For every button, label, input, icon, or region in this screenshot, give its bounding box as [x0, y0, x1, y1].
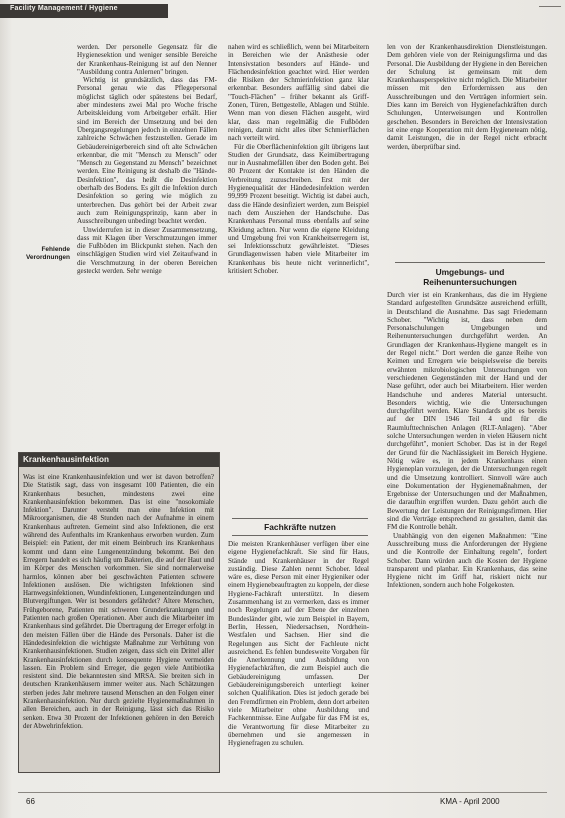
paragraph: Unwiderrufen ist in dieser Zusammensetzung, dass mit Klagen über Verschmutzungen immer die Fußböden im Blickpunkt stehen. Nach den einschlägigen Studien wird viel Zeitaufwand in die Verschmutzung in der oberen Bereichen gesteckt werden. Sehr wenige: [77, 225, 217, 276]
info-box-text: [23, 473, 214, 769]
page-corner-mark: [539, 6, 561, 13]
info-box-title: Krankenhausinfektion: [23, 455, 109, 464]
footer-rule: [18, 792, 547, 793]
paragraph: Für die Oberflächeninfektion gilt übrigens laut Studien der Grundsatz, dass Keimübertragung nur in Ausnahmefällen über den Boden geht. Bei 80 Prozent der Kontakte ist den Händen die Verbreitung zuzuschreiben. Erst mit der Hygienequalität der Händedesinfektion werden 99,999 Prozent beseitigt. Wichtig ist dabei auch, dass die Hände desinfiziert werden, zum Beispiel nach dem Ausziehen der Handschuhe. Das Krankenhaus Personal muss ebenfalls auf seine Kleidung achten. Nur wenn die eigene Kleidung und Umgebung frei von Krankheitserregern ist, sei Infektionsschutz gewährleistet. "Dieses Grundlagenwissen haben viele Mitarbeiter im Krankenhaus bis heute nicht verinnerlicht", kritisiert Schober.: [228, 142, 369, 276]
paragraph: Die meisten Krankenhäuser verfügen über eine eigene Hygienefachkraft. Sie sind für Haus, Stände und Krankenhäuser in der Regel zuständig. Diese Zahlen nennt Schober. Ideal wäre es, diese Person mit einer Hygieniker oder einem Hygienebeauftragten zu koppeln, der diese Hygiene-Fachkraft unterstützt. In diesem Zusammenhang ist zu vermerken, dass es immer noch Regelungen auf der Ebene der einzelnen Bundesländer gibt, wie zum Beispiel in Bayern, Berlin, Hessen, Niedersachsen, Nordrhein-Westfalen und Sachsen. Hier sind die Regelungen aus Sicht der Fachleute nicht ausreichend. Es fehlen bundesweite Vorgaben für die Anerkennung und Ausbildung von Hygienefachkräften, die zum Beispiel auch die Gebäudereinigung umfassen. Der Gebäudereinigungsbereich unterliegt keiner solchen Qualifikation. Dies ist jedoch gerade bei den Fremdfirmen ein Problem, denn dort arbeiten viele Mitarbeiter ohne Ausbildung und Fachkenntnisse. Eine Aufgabe für das FM ist es, die Verantwortung für diese Mitarbeiter zu übernehmen und sie angemessen in Hygienefragen zu schulen.: [228, 540, 369, 748]
page-number: 66: [26, 797, 35, 806]
paragraph: Wichtig ist grundsätzlich, dass das FM-Personal genau wie das Pflegepersonal möglichst täglich oder spätestens bei Bedarf, aber mindestens zwei Mal pro Woche frische Arbeitskleidung vom Arbeitgeber erhält. Hier sind im Bereich der Umsetzung und bei den Übergangsregelungen jedoch in einzelnen Fällen zahlreiche Schwächen festzustellen. Gerade im Gebäudereinigerbereich sind oft alte Schwächen erkennbar, die mit "Mensch zu Mensch" oder "Mensch zu Gegenstand zu Mensch" bezeichnet werden. Eine Reinigung ist deshalb die "Hände-Desinfektion", das heißt die Desinfektion oberhalb des Bodens. Es gilt die Infektion durch Desinfektion so gering wie möglich zu unterbrechen. Das gehört bei der Arbeit zwar auch zum Reinigungsprinzip, kann aber in Ausschreibungen unbedingt beachtet werden.: [77, 76, 217, 226]
section-header-text: Facility Management / Hygiene: [10, 5, 118, 12]
column-3-bottom: [387, 291, 547, 771]
paragraph: Was ist eine Krankenhausinfektion und wer ist davon betroffen? Die Statistik sagt, dass von insgesamt 100 Patienten, die ein Krankenhaus besuchen, mindestens zwei eine Krankenhausinfektion bekommen. Das ist eine "nosokomiale Infektion". Darunter versteht man eine Infektion mit Mikroorganismen, die 48 Stunden nach der Aufnahme in einem Krankenhaus auftreten. Gemeint sind also Infektionen, die erst während des Aufenthalts im Krankenhaus erworben wurden. Zum Beispiel: ein Patient, der mit einem Beinbruch ins Krankenhaus kommt und dann eine Lungenentzündung bekommt. Bei den Erregern handelt es sich häufig um Bakterien, die auf der Haut und im Körper des Menschen vorkommen. Sie sind normalerweise harmlos, können aber bei geschwächten Patienten schwere Infektionen auslösen. Die wichtigsten Infektionen sind Harnwegsinfektionen, Wundinfektionen, Lungenentzündungen und Blutvergiftungen. Wer ist besonders gefährdet? Ältere Menschen, Frühgeborene, Patienten mit schweren Grunderkrankungen und Patienten nach großen Operationen. Aber auch die Mitarbeiter im Krankenhaus sind gefährdet. Die Übertragung der Erreger erfolgt in den meisten Fällen über die Hände des Personals. Daher ist die Händedesinfektion die wichtigste Maßnahme zur Verhütung von Krankenhausinfektionen. Studien zeigen, dass sich ein Drittel aller Krankenhausinfektionen durch konsequente Hygiene vermeiden lassen. Ein Problem sind Erreger, die gegen viele Antibiotika resistent sind. Die bekanntesten sind MRSA. Sie breiten sich in deutschen Krankenhäusern immer weiter aus. Nach Schätzungen sterben jedes Jahr mehrere tausend Menschen an den Folgen einer Krankenhausinfektion. Nur durch gezielte Hygienemaßnahmen in allen Bereichen, auch in der Reinigung, lässt sich das Risiko senken. Etwa 30 Prozent der Infektionen gehören in den Bereich der Abwehrinfektion.: [23, 473, 214, 730]
margin-label: Fehlende Verordnungen: [25, 246, 70, 261]
paragraph: nahen wird es schließlich, wenn bei Mitarbeitern in Bereichen wie der Anästhesie oder Intensivstation besonders auf Hände- und Flächendesinfektion geachtet wird. Hier werden die Risiken der Schmierinfektion ganz klar erkennbar. Besonders auffällig sind dabei die "Touch-Flächen" – früher bekannt als Griff-Zonen, Türen, Bettgestelle, Ablagen und Stühle. Wenn man von diesen Flächen ausgeht, wird klar, dass man regelmäßig die Fußböden reinigen, damit nicht alles über Schmierflächen nach verteilt wird.: [228, 43, 369, 143]
paragraph: werden. Der personelle Gegensatz für die Hygienesektion und weniger sensible Bereiche der Krankenhaus-Reinigung ist auf den Nenner "Ausbildung contra Anlernen" bringen.: [77, 43, 217, 76]
issue-label: KMA - April 2000: [440, 797, 500, 806]
info-box: [18, 452, 220, 773]
paragraph: Durch vier ist ein Krankenhaus, das die im Hygiene Standard aufgestellten Grundsätze ausreichend erfüllt, in Deutschland die Ausnahme. Das sagt Friedemann Schober. "Wichtig ist, dass neben dem Personalschulungen Umgebungen und Reihenuntersuchungen durchgeführt werden. An Grundlagen der Krankenhaus-Hygiene mangelt es in der Regel nicht." Dort werden die ganze Reihe von Keimen und Erregern wie beispielsweise die bereits erwähnten mikrobiologischen Untersuchungen von verschiedenen Gegenständen mit der Hand und der Nase geführt, oder auch bei Mitarbeitern. Hier werden Handschuhe und anderes Material untersucht. Besonders wichtig, wie die Untersuchungen durchgeführt werden. Klare Standards gibt es bereits auf der DIN 1946 Teil 4 und für die Raumlufttechnischen Anlagen (RLT-Anlagen). "Aber solche Untersuchungen werden in vielen Häusern nicht durchgeführt", moniert Schober. Das ist in der Regel der Grund für die Nachlässigkeit im Bereich Hygiene. Nötig wäre es, in jedem Krankenhaus einen Hygieneplan vorzulegen, der die Untersuchungen regelt und die Umsetzung kontrolliert. Sinnvoll wäre auch eine Dokumentation der Hygienemaßnahmen, der Ergebnisse der Untersuchungen und der Maßnahmen, die daraufhin ergriffen wurden. Dazu gehört auch die Bewertung der Leistungen der Reinigungsfirmen. Hier sind die Verträge entsprechend zu gestalten, damit das FM die Kontrolle behält.: [387, 291, 547, 532]
info-box-title-bar: [19, 453, 219, 467]
text-column-1: [77, 43, 217, 445]
text-column-2-lower: [228, 540, 369, 780]
column-3-top: [387, 43, 547, 255]
subheading-fachkraefte: Fachkräfte nutzen: [232, 518, 368, 536]
paragraph: len von der Krankenhausdirektion Dienstleistungen. Dem gehören viele von der Reinigungsfirma und das Personal. Die Ausbildung der Hygiene in den Bereichen der Schulung ist gemeinsam mit dem Krankenhausperspektive nicht möglich. Die Mitarbeiter müssen mit den Erfordernissen aus den Ausschreibungen und den Verträgen informiert sein. Dies kann im Bereich von Hygienefachkräften durch Schulungen, Unterweisungen und Kontrollen geschehen. Besonders in Bereichen der Intensivstation ist eine enge Kooperation mit dem Hygieneteam nötig, damit Leistungen, die in der Regel nicht erbracht werden, überprüfbar sind.: [387, 43, 547, 151]
paragraph: Unabhängig von den eigenen Maßnahmen: "Eine Ausschreibung muss die Anforderungen der Hygiene und die Kontrolle der Einhaltung regeln", fordert Schober. Dann würden auch die Kosten der Hygiene transparent und planbar. Ein Krankenhaus, das seine Hygiene nicht im Griff hat, riskiert nicht nur Infektionen, sondern auch hohe Folgekosten.: [387, 531, 547, 590]
subheading-umgebung: Umgebungs- und Reihenuntersuchungen: [395, 262, 545, 287]
text-column-2: [228, 43, 369, 509]
text-column-3: [387, 43, 547, 773]
